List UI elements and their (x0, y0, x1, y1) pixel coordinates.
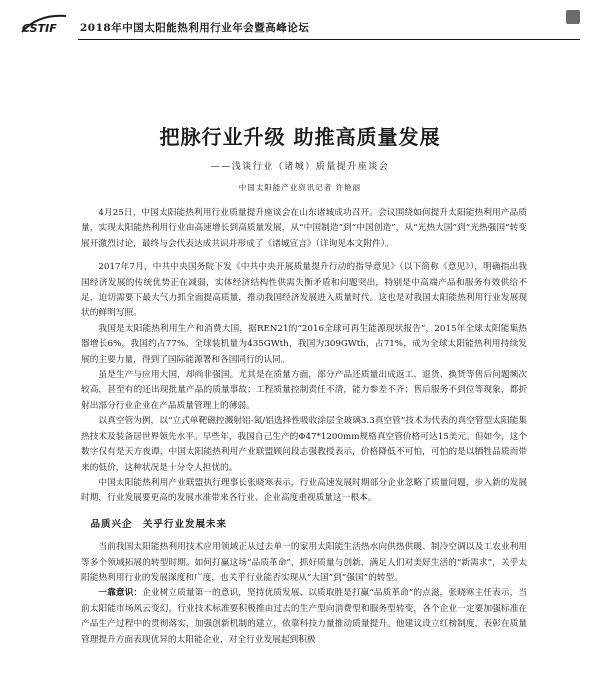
article-title: 把脉行业升级 助推高质量发展 (159, 125, 441, 149)
corner-mark (566, 10, 580, 24)
article-subtitle: ——浅谈行业（诸城）质量提升座谈会 (210, 162, 390, 172)
paragraph (81, 586, 527, 648)
page-header (20, 8, 580, 42)
cstif-logo (20, 12, 72, 36)
run-in-text: 企业树立质量第一的意识，坚持优质发展、以质取胜是打赢“品质革命”的点滋，张晓寒主任表示，当前太阳能市场风云变幻，行业技术标准要积极推由过去的生产型向消费型和服务型转变，各个企业一定要加强标准在产品生产过程中的贯彻落实，加强创新机制的建立，依靠科技力量推动质量提升。他建议设立红榜制度，表彰在质量管理提升方面表现优异的太阳能企业，对全行业发展起到积极 (81, 588, 527, 645)
forum-title: 2018年中国太阳能热利用行业年会暨高峰论坛 (80, 22, 310, 34)
paragraph: 虽是生产与应用大国，却尚非强国。尤其是在质量方面，部分产品还质量出成返工、退货、换货等售后问题频次较高，甚至有的还出现批量产品的质量事故；工程质量控制责任不清，能力参差不齐；售后服务不到位等现象，都折射出部分行业企业在产品质量管理上的薄弱。 (81, 370, 527, 411)
paragraph: 当前我国太阳能热利用技术应用领域正从过去单一的家用太阳能生活热水向供热供暖、制冷空调以及工农业利用等多个领域拓展的转型时期。如何打赢这场“品质革命”，抓好质量与创新，满足人们对美好生活的“新需求”，关乎太阳能热利用行业的发展深度和广度，也关乎行业能否实现从“大国”到“强国”的转型。 (81, 542, 527, 583)
paragraph: 4月25日，中国太阳能热利用行业质量提升座谈会在山东诸城成功召开。会议围绕如何提升太阳能热利用产品质量，实现太阳能热利用行业由高速增长到高质量发展，从“中国制造”到“中国创造”，从“光热大国”到“光热强国”转变展开激烈讨论，最终与会代表达成共识并形成了《诸城宣言》（详询见本文附件）。 (81, 208, 527, 249)
paragraph: 我国是太阳能热利用生产和消费大国，据REN21的“2016全球可再生能源现状报告”，2015年全球太阳能集热器增长6%，我国约占77%。全球装机量为435GWth，我国为309GWth，占71%，成为全球太阳能热利用持续发展的主要力量，得到了国际能源署和各国同行的认同。 (81, 323, 527, 365)
paragraph: 以真空管为例，以“立式单靶磁控溅射铝-氮/铝选择性吸收涂层全玻璃3.3真空管”技术为代表的真空管型太阳能集热技术及装备居世界领先水平。早些年，我国自己生产的Φ47*1200mm规格真空管价格可达15美元。但如今，这个数字仅有是天方夜谭，中国太阳能热利用产业联盟顾问段志强教授表示，价格降低不可怕，可怕的是以牺牲品质而带来的低价，这种状况是十分令人担忧的。 (81, 416, 527, 473)
paragraph: 2017年7月，中共中央国务院下发《中共中央开展质量提升行动的指导意见》（以下简称《意见》），明确指出我国经济发展的传统优势正在减弱，实体经济结构性供需失衡矛盾和问题突出，特别是中高端产品和服务有效供给不足，迫切需要下最大气力抓全面提高质量，推动我国经济发展进入质量时代。这也是对我国太阳能热利用行业发展现状的鲜明写照。 (81, 262, 527, 319)
header-divider (78, 39, 580, 40)
svg-text:CSTIF: CSTIF (22, 22, 57, 35)
article-body (81, 206, 527, 648)
run-in-label: 一靠意识： (98, 588, 143, 599)
paragraph: 中国太阳能热利用产业联盟执行理事长张晓寒表示，行业高速发展时期部分企业忽略了质量问题，步入新的发展时期，行业发展要更高的发展水准带来各行业、企业高度重视质量这一根本。 (81, 477, 527, 504)
article-byline: 中国太阳能产业资讯记者 许艳丽 (238, 183, 362, 192)
section-heading: 品质兴企 关乎行业发展未来 (90, 518, 228, 530)
